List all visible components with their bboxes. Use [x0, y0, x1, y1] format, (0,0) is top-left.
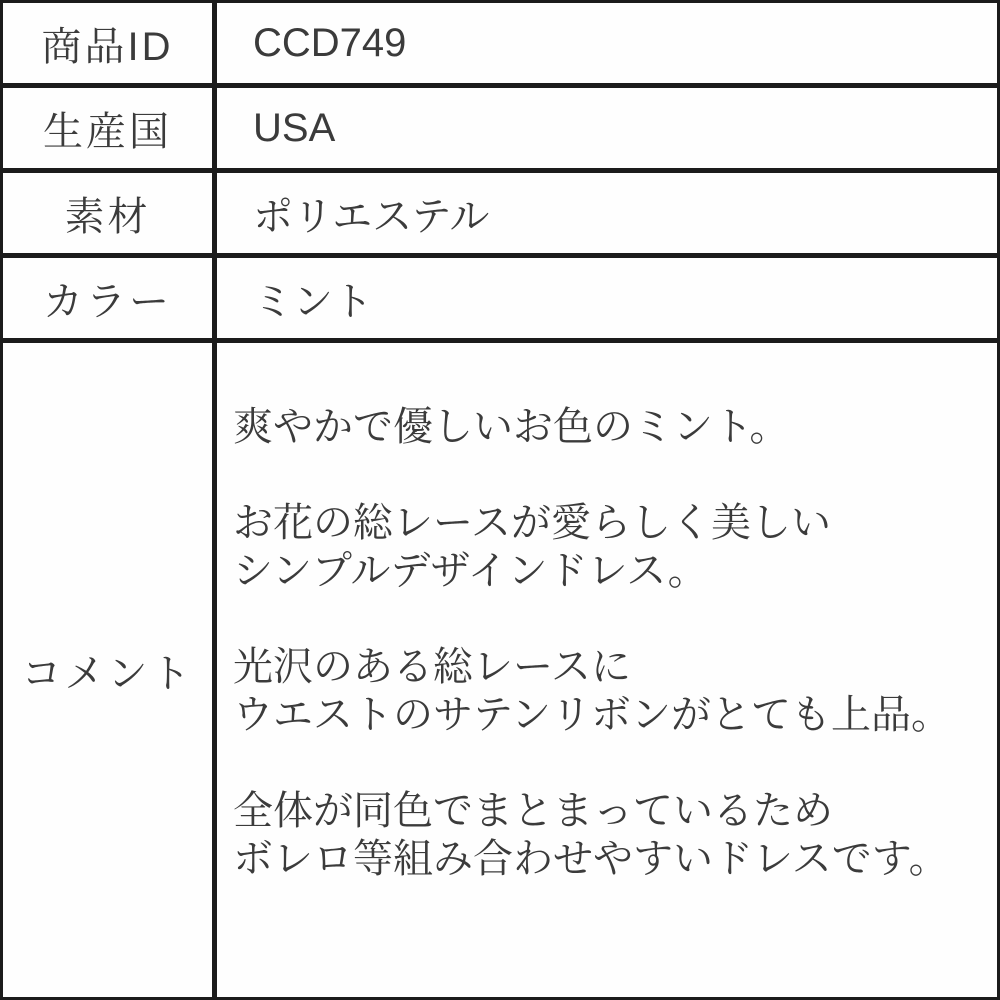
row-value-comment: [217, 343, 997, 997]
row-value-color: ミント: [217, 258, 997, 338]
comment-line: お花の総レースが愛らしく美しい: [233, 501, 831, 545]
row-value-material: ポリエステル: [217, 173, 997, 253]
row-label-material: 素材: [3, 173, 212, 253]
row-value-product-id: CCD749: [217, 3, 997, 83]
row-label-comment: コメント: [3, 343, 212, 997]
comment-line: 爽やかで優しいお色のミント。: [233, 405, 790, 449]
comment-line: ウエストのサテンリボンがとても上品。: [233, 693, 951, 737]
row-label-color: カラー: [3, 258, 212, 338]
comment-line-blank: [233, 595, 977, 643]
comment-line-blank: [233, 451, 977, 499]
comment-line: 光沢のある総レースに: [233, 645, 631, 689]
comment-line: 全体が同色でまとまっているため: [233, 789, 833, 833]
row-label-product-id: 商品ID: [3, 3, 212, 83]
row-label-country: 生産国: [3, 88, 212, 168]
comment-line: シンプルデザインドレス。: [233, 549, 708, 593]
comment-line: ボレロ等組み合わせやすいドレスです。: [233, 837, 949, 881]
row-value-country: USA: [217, 88, 997, 168]
comment-line-blank: [233, 739, 977, 787]
